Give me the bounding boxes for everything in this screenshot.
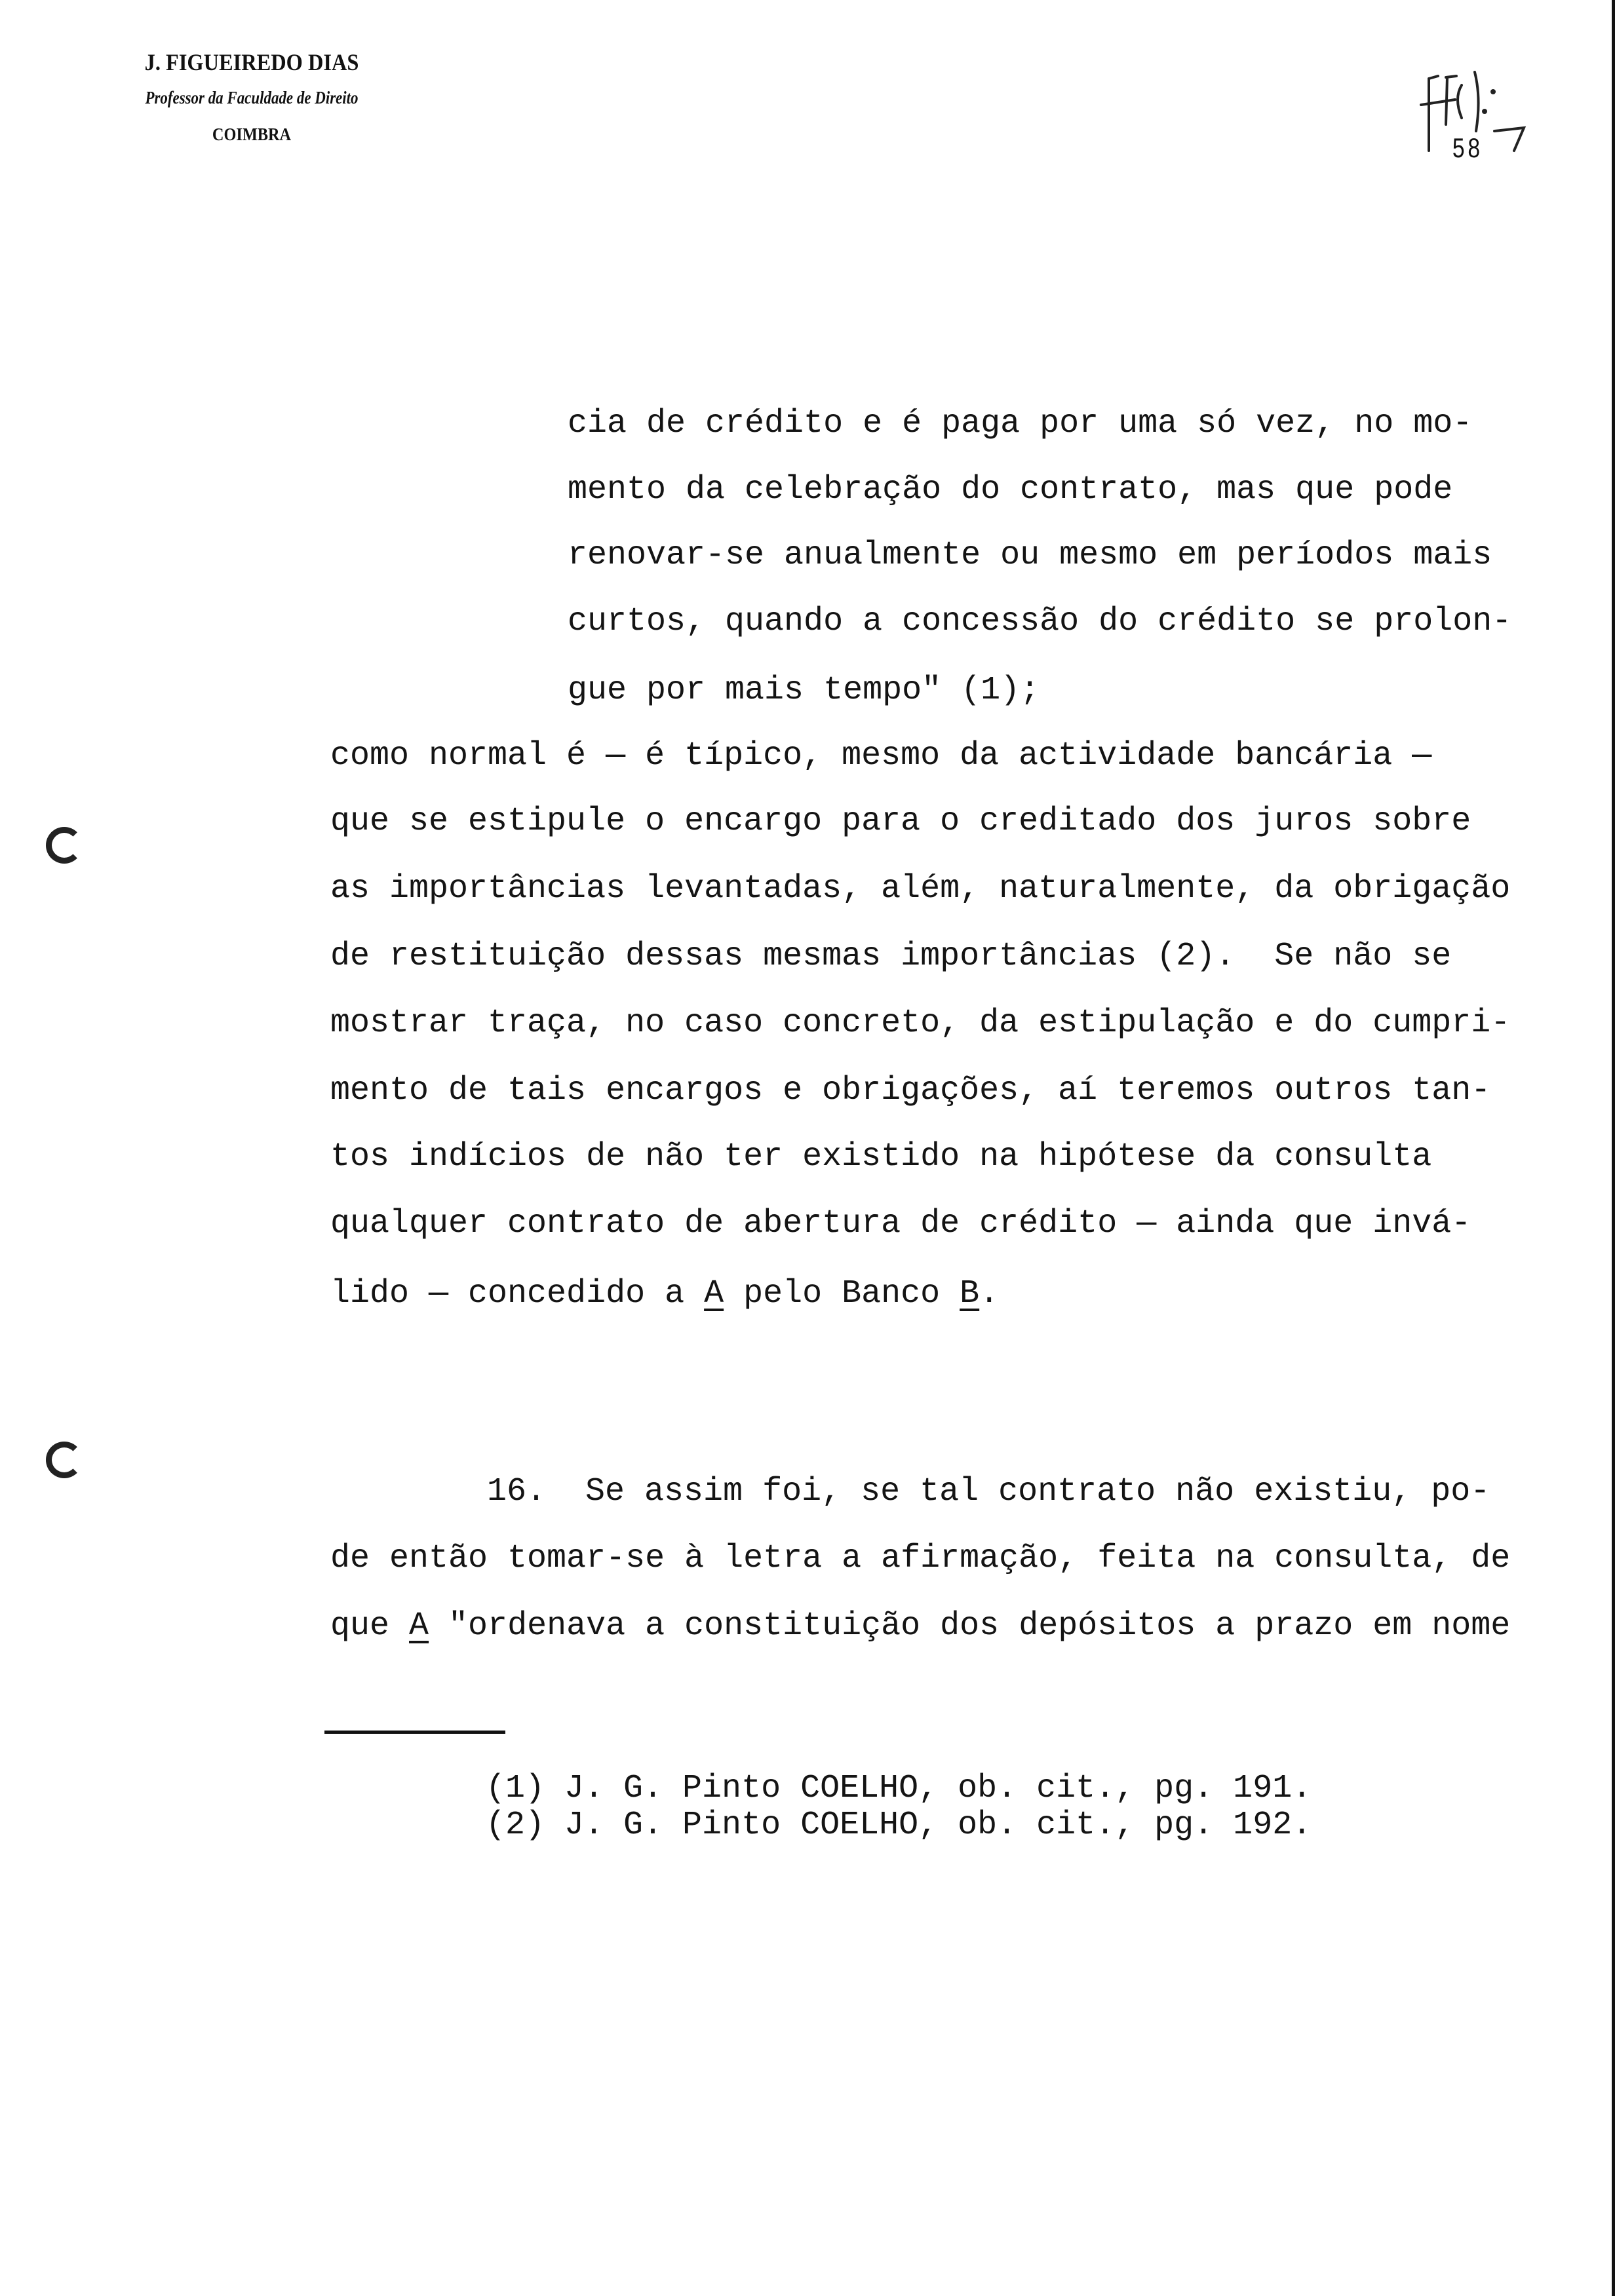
page-number: 58 — [1452, 132, 1483, 163]
text-run: mostrar traça, no caso concreto, da estipulação e do cumpri- — [330, 1004, 1511, 1042]
letterhead-city: COIMBRA — [212, 124, 292, 144]
underlined-party: A — [409, 1607, 429, 1645]
section-16-line — [330, 1607, 1510, 1646]
quote-line: renovar-se anualmente ou mesmo em períodos mais — [568, 537, 1492, 574]
body-line — [330, 1071, 1490, 1111]
letterhead-name: J. FIGUEIREDO DIAS — [144, 49, 359, 75]
body-line — [330, 1274, 999, 1314]
section-16-line — [487, 1472, 1490, 1512]
punch-hole-icon — [46, 1442, 83, 1478]
text-run: as importâncias levantadas, além, naturalmente, da obrigação — [330, 870, 1511, 908]
quote-line: curtos, quando a concessão do crédito se prolon- — [568, 603, 1512, 640]
text-run: . — [979, 1275, 1000, 1312]
text-run: qualquer contrato de abertura de crédito — ainda que invá- — [330, 1205, 1471, 1242]
text-run: lido — concedido a — [330, 1275, 705, 1312]
quote-line: mento da celebração do contrato, mas que pode — [568, 471, 1453, 508]
underlined-party: A — [704, 1275, 724, 1312]
text-run: que — [330, 1607, 410, 1645]
text-run: como normal é — é típico, mesmo da actividade bancária — — [330, 737, 1432, 775]
text-run: pelo Banco — [724, 1275, 960, 1312]
handwritten-mark-icon — [1416, 59, 1573, 164]
underlined-party: B — [960, 1275, 980, 1312]
text-run: que se estipule o encargo para o creditado dos juros sobre — [330, 803, 1471, 840]
footnote-separator — [324, 1731, 505, 1734]
body-line — [330, 737, 1431, 776]
text-run: 16. Se assim foi, se tal contrato não existiu, po- — [487, 1473, 1490, 1510]
text-run: tos indícios de não ter existido na hipótese da consulta — [330, 1138, 1432, 1176]
body-line — [330, 1204, 1471, 1244]
text-run: de restituição dessas mesmas importâncias (2). Se não se — [330, 938, 1452, 975]
body-line — [330, 937, 1451, 976]
punch-hole-icon — [46, 827, 83, 864]
text-run: "ordenava a constituição dos depósitos a prazo em nome — [429, 1607, 1511, 1645]
body-line — [330, 802, 1471, 841]
footnote-2: (2) J. G. Pinto COELHO, ob. cit., pg. 192. — [486, 1807, 1312, 1844]
body-line — [330, 1138, 1431, 1177]
body-line — [330, 870, 1510, 909]
page-edge — [1612, 0, 1615, 2296]
quote-line: gue por mais tempo" (1); — [568, 672, 1040, 709]
text-run: de então tomar-se à letra a afirmação, feita na consulta, de — [330, 1540, 1511, 1577]
quote-line: cia de crédito e é paga por uma só vez, no mo- — [568, 405, 1473, 442]
letterhead-title: Professor da Faculdade de Direito — [145, 88, 359, 107]
footnote-1: (1) J. G. Pinto COELHO, ob. cit., pg. 191. — [486, 1770, 1312, 1807]
text-run: mento de tais encargos e obrigações, aí teremos outros tan- — [330, 1072, 1491, 1109]
body-line — [330, 1004, 1510, 1043]
section-16-line — [330, 1539, 1510, 1578]
